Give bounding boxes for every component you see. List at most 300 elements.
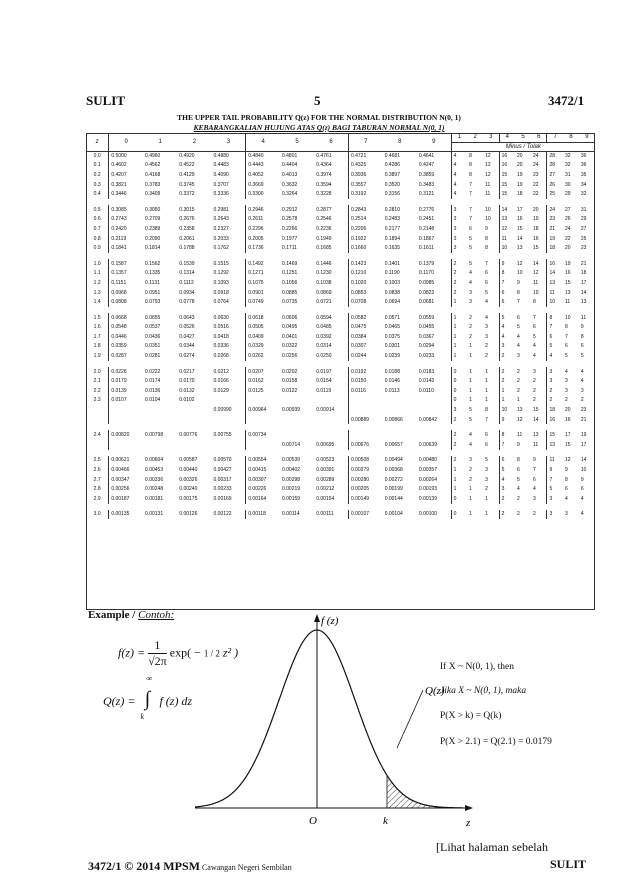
probability-cell: 0.2119 xyxy=(109,234,143,244)
z-value xyxy=(86,440,109,450)
y-axis-arrow xyxy=(314,614,320,622)
probability-cell: 0.00280 xyxy=(348,475,382,485)
difference-cell: 19 xyxy=(564,260,571,267)
probability-cell: 0.0475 xyxy=(348,323,382,333)
probability-cell: 0.1711 xyxy=(281,245,297,252)
difference-cell: 3 xyxy=(547,494,563,504)
probability-cell: 0.4761 xyxy=(316,153,332,160)
probability-cell: 0.0455 xyxy=(418,324,435,331)
table-row xyxy=(86,415,595,425)
table-row xyxy=(86,259,595,269)
difference-cell: 3 xyxy=(451,405,467,415)
probability-cell: 0.00639 xyxy=(418,441,437,448)
probability-cell xyxy=(177,440,211,450)
difference-cell: 8 xyxy=(499,430,515,440)
difference-cell: 26 xyxy=(547,180,563,190)
difference-cell: 0 xyxy=(451,494,467,504)
probability-cell: 0.1635 xyxy=(384,245,400,252)
difference-cell: 3 xyxy=(547,376,563,386)
difference-cell: 2 xyxy=(517,495,520,502)
probability-cell: 0.1736 xyxy=(246,243,280,253)
difference-cell: 9 xyxy=(517,279,520,286)
probability-cell: 0.2546 xyxy=(316,216,332,223)
probability-cell: 0.2946 xyxy=(246,205,280,215)
probability-cell: 0.0694 xyxy=(384,299,400,306)
difference-cell: 3 xyxy=(485,467,488,474)
table-row xyxy=(86,367,595,377)
probability-cell: 0.0764 xyxy=(213,299,229,306)
difference-cell: 8 xyxy=(469,153,472,160)
table-row xyxy=(86,465,595,475)
probability-cell: 0.4013 xyxy=(281,171,298,178)
table-row xyxy=(86,475,595,485)
difference-cell: 1 xyxy=(469,397,472,404)
probability-cell: 0.00317 xyxy=(213,476,232,483)
probability-cell: 0.00964 xyxy=(246,405,280,415)
z-value: 2.8 xyxy=(93,486,101,493)
difference-cell: 23 xyxy=(533,171,539,178)
probability-cell: 0.1562 xyxy=(145,260,161,267)
difference-cell: 10 xyxy=(499,405,515,415)
difference-cell: 13 xyxy=(517,245,523,252)
digit-header: 3 xyxy=(212,133,246,151)
probability-cell: 0.3821 xyxy=(109,180,143,190)
difference-cell: 15 xyxy=(533,245,539,252)
probability-cell: 0.0170 xyxy=(179,378,195,385)
probability-cell: 0.00914 xyxy=(316,407,335,414)
probability-cell: 0.3669 xyxy=(246,180,280,190)
z-value: 2.4 xyxy=(93,432,101,439)
difference-cell: 5 xyxy=(469,245,472,252)
difference-cell: 2 xyxy=(451,288,467,298)
probability-cell: 0.2266 xyxy=(281,225,298,232)
footer-code xyxy=(88,859,292,874)
difference-cell: 8 xyxy=(517,457,520,464)
difference-cell: 4 xyxy=(451,151,467,161)
table-row xyxy=(86,396,595,406)
difference-cell: 12 xyxy=(485,153,491,160)
probability-cell: 0.3783 xyxy=(145,181,161,188)
difference-cell: 14 xyxy=(580,457,587,464)
probability-cell xyxy=(212,396,246,406)
difference-cell: 1 xyxy=(469,387,472,394)
probability-cell: 0.0197 xyxy=(316,368,332,375)
bell-curve xyxy=(195,630,463,808)
probability-cell xyxy=(280,430,314,440)
difference-cell: 16 xyxy=(564,270,571,277)
probability-cell: 0.3897 xyxy=(384,171,400,178)
probability-cell: 0.00676 xyxy=(348,440,382,450)
difference-cell: 1 xyxy=(451,297,467,307)
difference-cell: 4 xyxy=(547,351,563,361)
probability-cell xyxy=(143,405,177,415)
digit-header: 0 xyxy=(109,133,143,151)
difference-cell: 17 xyxy=(517,206,523,213)
difference-cell: 1 xyxy=(469,378,472,385)
difference-cell: 32 xyxy=(564,162,571,169)
z-value: 0.5 xyxy=(93,206,101,213)
fz-label: f (z) xyxy=(321,615,339,627)
probability-cell: 0.0582 xyxy=(348,313,382,323)
difference-cell: 15 xyxy=(499,189,515,199)
probability-cell xyxy=(383,396,417,406)
probability-cell: 0.00415 xyxy=(246,465,280,475)
probability-cell: 0.00798 xyxy=(145,432,164,439)
difference-cell: 1 xyxy=(485,511,488,518)
table-row xyxy=(86,243,595,253)
difference-cell: 4 xyxy=(485,314,488,321)
difference-cell: 13 xyxy=(547,440,563,450)
probability-cell: 0.1075 xyxy=(246,278,280,288)
probability-cell: 0.00122 xyxy=(213,511,232,518)
probability-cell: 0.3409 xyxy=(145,191,161,198)
probability-cell xyxy=(383,430,417,440)
difference-cell: 2 xyxy=(451,278,467,288)
difference-cell: 5 xyxy=(469,260,472,267)
difference-cell: 24 xyxy=(533,153,539,160)
difference-cell: 10 xyxy=(580,467,587,474)
z-value: 0.0 xyxy=(93,153,101,160)
probability-cell: 0.3594 xyxy=(316,181,332,188)
probability-cell: 0.00139 xyxy=(418,495,437,502)
probability-cell: 0.2358 xyxy=(179,225,195,232)
probability-cell: 0.0329 xyxy=(246,342,280,352)
probability-cell: 0.2611 xyxy=(246,215,280,225)
example-calculation: P(X > 2.1) = Q(2.1) = 0.0179 xyxy=(440,737,552,747)
probability-cell: 0.0918 xyxy=(213,289,229,296)
difference-cell: 16 xyxy=(517,216,523,223)
difference-cell: 9 xyxy=(564,467,568,474)
z-value: 3.0 xyxy=(93,511,101,518)
probability-cell xyxy=(246,440,280,450)
difference-cell: 19 xyxy=(517,181,523,188)
probability-cell: 0.0162 xyxy=(246,376,280,386)
probability-cell xyxy=(143,415,177,425)
probability-cell xyxy=(212,415,246,425)
probability-cell: 0.1271 xyxy=(246,269,280,279)
difference-cell: 3 xyxy=(564,378,568,385)
table-row xyxy=(86,278,595,288)
difference-cell: 9 xyxy=(580,324,584,331)
difference-cell: 16 xyxy=(564,416,571,423)
probability-cell: 0.00570 xyxy=(213,457,232,464)
difference-cell: 11 xyxy=(499,234,515,244)
difference-cell: 11 xyxy=(564,299,571,306)
difference-cell: 21 xyxy=(580,416,587,423)
probability-cell: 0.0392 xyxy=(316,333,332,340)
probability-cell: 0.0217 xyxy=(179,368,195,375)
difference-cell: 2 xyxy=(469,314,472,321)
difference-cell: 2 xyxy=(533,511,536,518)
difference-cell: 14 xyxy=(580,289,587,296)
difference-cell: 16 xyxy=(547,259,563,269)
z-value: 1.9 xyxy=(93,353,101,360)
probability-cell: 0.00272 xyxy=(384,476,403,483)
z-value: 2.2 xyxy=(93,387,101,394)
probability-cell: 0.3974 xyxy=(316,171,332,178)
probability-cell: 0.0548 xyxy=(109,323,143,333)
probability-cell xyxy=(109,415,143,425)
density-half: 1 / 2 xyxy=(203,648,220,659)
difference-cell: 14 xyxy=(533,260,539,267)
probability-cell: 0.3936 xyxy=(348,170,382,180)
probability-cell: 0.3015 xyxy=(179,206,195,213)
difference-cell: 20 xyxy=(564,407,571,414)
integral-sign: ∫ xyxy=(144,688,151,710)
difference-cell: 1 xyxy=(469,343,472,350)
difference-cell: 25 xyxy=(580,235,587,242)
z-value xyxy=(86,415,109,425)
probability-cell: 0.1401 xyxy=(384,260,400,267)
z-value: 0.4 xyxy=(93,191,101,198)
difference-cell: 1 xyxy=(451,475,467,485)
probability-cell: 0.0465 xyxy=(384,324,400,331)
difference-cell: 2 xyxy=(485,343,488,350)
difference-cell: 9 xyxy=(547,465,563,475)
difference-cell: 3 xyxy=(469,289,472,296)
density-denominator: √2π xyxy=(148,654,167,668)
probability-cell: 0.0202 xyxy=(281,368,298,375)
probability-cell: 0.2005 xyxy=(246,234,280,244)
example-text-en: If X ~ N(0, 1), then xyxy=(440,662,514,672)
probability-cell: 0.00114 xyxy=(281,511,300,518)
difference-cell: 3 xyxy=(485,324,488,331)
probability-cell: 0.3121 xyxy=(418,191,435,198)
probability-cell: 0.1292 xyxy=(213,270,229,277)
difference-cell: 2 xyxy=(469,333,472,340)
probability-cell: 0.1492 xyxy=(246,259,280,269)
difference-cell: 3 xyxy=(533,495,536,502)
difference-cell: 31 xyxy=(580,206,587,213)
difference-cell: 8 xyxy=(469,171,472,178)
probability-cell: 0.00347 xyxy=(109,475,143,485)
difference-cell: 12 xyxy=(499,224,515,234)
difference-cell: 4 xyxy=(580,378,584,385)
difference-cell: 4 xyxy=(469,441,472,448)
difference-cell: 36 xyxy=(580,153,587,160)
probability-cell: 0.0505 xyxy=(246,323,280,333)
difference-cell: 15 xyxy=(564,279,571,286)
density-numerator: 1 xyxy=(148,638,167,654)
difference-cell: 8 xyxy=(517,289,520,296)
probability-cell: 0.0166 xyxy=(213,378,229,385)
difference-cell: 1 xyxy=(451,351,467,361)
probability-cell: 0.00734 xyxy=(246,430,280,440)
difference-cell: 5 xyxy=(499,465,515,475)
probability-cell: 0.1469 xyxy=(281,260,298,267)
table-row xyxy=(86,151,595,161)
probability-cell: 0.0526 xyxy=(179,324,195,331)
x-axis-arrow xyxy=(465,805,473,811)
difference-cell: 19 xyxy=(517,171,523,178)
difference-cell: 7 xyxy=(547,323,563,333)
difference-cell: 22 xyxy=(533,191,539,198)
difference-cell: 6 xyxy=(580,486,584,493)
probability-cell: 0.0401 xyxy=(281,333,298,340)
header-sulit: SULIT xyxy=(86,93,126,108)
difference-cell: 2 xyxy=(533,397,536,404)
probability-cell: 0.0446 xyxy=(109,332,143,342)
probability-cell: 0.00169 xyxy=(213,495,232,502)
probability-cell: 0.3336 xyxy=(213,191,229,198)
digit-header: 1 xyxy=(143,133,177,151)
table-row xyxy=(86,215,595,225)
probability-cell: 0.00939 xyxy=(281,407,301,414)
difference-cell: 4 xyxy=(564,368,568,375)
digit-header: 5 xyxy=(280,133,314,151)
z-value: 2.3 xyxy=(93,397,101,404)
probability-cell: 0.00233 xyxy=(213,486,232,493)
table-row xyxy=(86,430,595,440)
probability-cell: 0.0838 xyxy=(384,289,400,296)
difference-cell: 5 xyxy=(517,324,520,331)
difference-cell: 12 xyxy=(533,270,539,277)
probability-cell: 0.3264 xyxy=(281,191,298,198)
probability-cell: 0.0239 xyxy=(384,353,400,360)
difference-cell: 13 xyxy=(517,407,523,414)
probability-cell: 0.00111 xyxy=(316,511,334,518)
probability-cell: 0.0119 xyxy=(316,387,332,394)
probability-cell: 0.00264 xyxy=(418,476,437,483)
probability-cell xyxy=(143,440,177,450)
difference-cell: 10 xyxy=(517,270,523,277)
difference-cell: 30 xyxy=(564,181,571,188)
probability-cell xyxy=(280,415,314,425)
probability-cell: 0.0934 xyxy=(179,289,195,296)
difference-cell: 19 xyxy=(547,234,563,244)
difference-cell: 11 xyxy=(547,456,563,466)
probability-cell: 0.4483 xyxy=(213,162,229,169)
footer-sulit: SULIT xyxy=(550,857,587,871)
probability-cell: 0.0228 xyxy=(109,367,143,377)
table-row xyxy=(86,332,595,342)
difference-cell: 3 xyxy=(451,205,467,215)
q-integrand: f (z) dz xyxy=(159,694,193,708)
z-value: 1.2 xyxy=(93,279,101,286)
probability-cell: 0.1056 xyxy=(281,279,298,286)
probability-cell: 0.00164 xyxy=(246,494,280,504)
probability-cell: 0.4129 xyxy=(179,171,195,178)
z-value: 0.1 xyxy=(93,162,101,169)
difference-cell: 3 xyxy=(517,353,520,360)
difference-cell: 27 xyxy=(580,225,587,232)
probability-cell: 0.0314 xyxy=(316,343,332,350)
table-row xyxy=(86,313,595,323)
paper-code: 3472/1 xyxy=(548,93,585,108)
probability-cell: 0.0322 xyxy=(281,343,298,350)
difference-cell: 3 xyxy=(451,234,467,244)
z-value: 0.2 xyxy=(93,171,101,178)
difference-cell: 5 xyxy=(547,342,563,352)
probability-cell: 0.2709 xyxy=(145,216,161,223)
table-row xyxy=(86,189,595,199)
probability-cell: 0.0495 xyxy=(281,324,298,331)
difference-cell: 1 xyxy=(469,486,472,493)
probability-cell: 0.0256 xyxy=(281,353,298,360)
probability-cell: 0.0233 xyxy=(418,353,435,360)
probability-cell xyxy=(348,396,382,406)
page-number: 5 xyxy=(314,93,321,108)
difference-cell: 2 xyxy=(499,494,515,504)
table-header-row xyxy=(86,133,595,142)
difference-cell: 4 xyxy=(469,432,472,439)
difference-cell: 12 xyxy=(517,260,523,267)
difference-cell: 4 xyxy=(451,170,467,180)
difference-cell: 2 xyxy=(469,324,472,331)
probability-cell: 0.0537 xyxy=(145,324,161,331)
difference-cell: 15 xyxy=(517,225,523,232)
probability-cell: 0.00427 xyxy=(213,467,232,474)
difference-cell: 11 xyxy=(517,432,523,439)
probability-cell: 0.3859 xyxy=(418,171,435,178)
difference-cell: 24 xyxy=(533,162,539,169)
probability-cell: 0.4286 xyxy=(384,162,400,169)
difference-cell: 11 xyxy=(485,191,491,198)
difference-cell: 10 xyxy=(547,297,563,307)
difference-cell: 16 xyxy=(547,415,563,425)
difference-cell: 1 xyxy=(499,386,515,396)
difference-cell: 9 xyxy=(517,441,520,448)
probability-cell: 0.0262 xyxy=(246,351,280,361)
probability-cell: 0.00402 xyxy=(281,467,301,474)
probability-cell: 0.4840 xyxy=(246,151,280,161)
difference-cell: 13 xyxy=(499,215,515,225)
probability-cell: 0.3300 xyxy=(246,189,280,199)
probability-cell: 0.0359 xyxy=(109,342,143,352)
difference-cell: 7 xyxy=(469,206,472,213)
probability-cell: 0.00100 xyxy=(418,511,437,518)
difference-cell: 3 xyxy=(564,511,568,518)
probability-cell xyxy=(383,405,417,415)
difference-cell: 4 xyxy=(451,161,467,171)
probability-cell: 0.00657 xyxy=(384,441,403,448)
probability-cell: 0.0188 xyxy=(384,368,400,375)
probability-cell: 0.4325 xyxy=(348,161,382,171)
diff-header: 4 xyxy=(499,133,515,142)
difference-cell: 5 xyxy=(499,313,515,323)
probability-cell: 0.00118 xyxy=(246,510,280,520)
difference-cell: 12 xyxy=(564,457,571,464)
probability-cell: 0.2877 xyxy=(316,206,332,213)
z-value: 2.5 xyxy=(93,457,101,464)
probability-cell: 0.2451 xyxy=(418,216,435,223)
difference-cell: 18 xyxy=(547,243,563,253)
probability-cell: 0.3520 xyxy=(384,181,400,188)
probability-cell: 0.1867 xyxy=(418,235,435,242)
probability-cell: 0.2061 xyxy=(179,235,195,242)
difference-cell: 8 xyxy=(499,269,515,279)
probability-cell: 0.0594 xyxy=(316,314,332,321)
difference-cell: 15 xyxy=(564,441,571,448)
difference-cell: 23 xyxy=(580,245,587,252)
difference-cell: 2 xyxy=(547,386,563,396)
q-formula xyxy=(103,674,193,721)
difference-cell: 4 xyxy=(499,323,515,333)
probability-cell: 0.0606 xyxy=(281,314,298,321)
probability-cell: 0.00212 xyxy=(316,486,335,493)
probability-cell: 0.0132 xyxy=(179,387,195,394)
probability-cell: 0.0808 xyxy=(109,297,143,307)
difference-cell: 2 xyxy=(485,353,488,360)
z-value: 1.6 xyxy=(93,324,101,331)
probability-cell: 0.2843 xyxy=(348,205,382,215)
difference-cell: 1 xyxy=(485,378,488,385)
difference-cell: 6 xyxy=(547,332,563,342)
difference-cell: 6 xyxy=(580,343,584,350)
probability-cell: 0.0885 xyxy=(281,289,298,296)
table-row xyxy=(86,386,595,396)
probability-cell: 0.0301 xyxy=(384,343,400,350)
